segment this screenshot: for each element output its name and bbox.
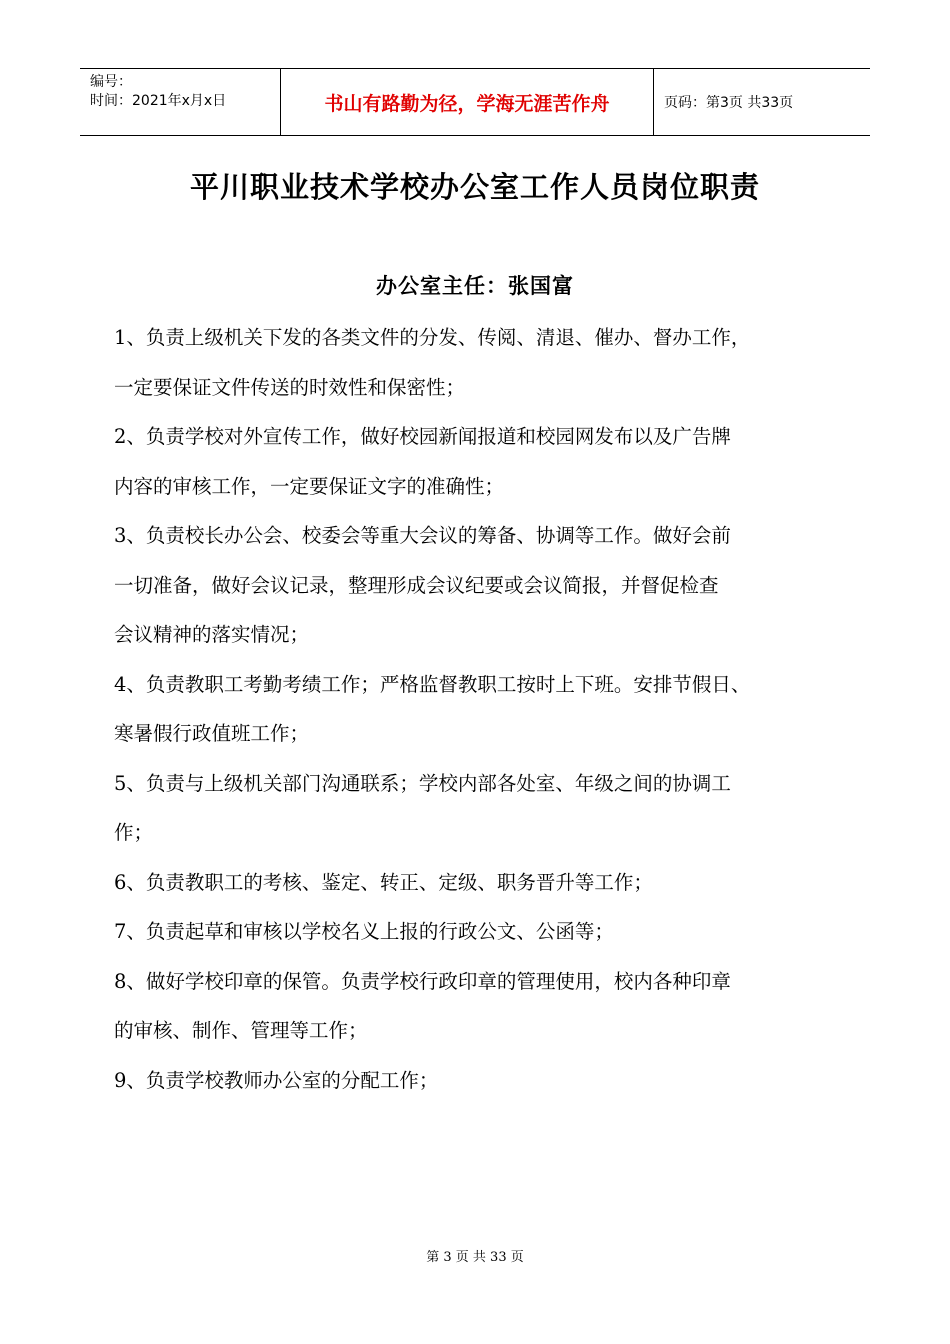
header-motto: 书山有路勤为径，学海无涯苦作舟: [281, 69, 654, 135]
body-line: 寒暑假行政值班工作；: [114, 722, 310, 745]
section-subtitle: 办公室主任：张国富: [376, 274, 574, 298]
body-line: 一切准备，做好会议记录，整理形成会议纪要或会议简报，并督促检查: [114, 573, 719, 597]
body-line: 内容的审核工作，一定要保证文字的准确性；: [114, 474, 505, 498]
header-page-info: 页码：第3页 共33页: [664, 95, 794, 111]
body-line: 7、负责起草和审核以学校名义上报的行政公文、公函等；: [114, 920, 614, 943]
body-line: 5、负责与上级机关部门沟通联系；学校内部各处室、年级之间的协调工: [114, 771, 731, 795]
document-title: 平川职业技术学校办公室工作人员岗位职责: [189, 170, 760, 204]
page-footer: 第 3 页 共 33 页: [426, 1250, 524, 1265]
document-number-label: 编号：: [90, 74, 132, 90]
body-line: 一定要保证文件传送的时效性和保密性；: [114, 375, 466, 399]
header-meta-cell: [80, 69, 281, 135]
body-line: 会议精神的落实情况；: [114, 623, 310, 646]
document-body: [114, 320, 844, 1112]
body-line: 的审核、制作、管理等工作；: [114, 1019, 368, 1042]
document-time-label: 时间：2021年x月x日: [90, 93, 227, 109]
body-line: 8、做好学校印章的保管。负责学校行政印章的管理使用，校内各种印章: [114, 969, 731, 993]
body-line: 1、负责上级机关下发的各类文件的分发、传阅、清退、催办、督办工作，: [114, 326, 751, 349]
page-header: [80, 68, 870, 136]
body-line: 3、负责校长办公会、校委会等重大会议的筹备、协调等工作。做好会前: [114, 524, 731, 547]
body-line: 2、负责学校对外宣传工作，做好校园新闻报道和校园网发布以及广告牌: [114, 425, 731, 448]
body-line: 4、负责教职工考勤考绩工作；严格监督教职工按时上下班。安排节假日、: [114, 672, 751, 696]
body-line: 9、负责学校教师办公室的分配工作；: [114, 1068, 439, 1092]
body-line: 作；: [114, 821, 154, 844]
body-line: 6、负责教职工的考核、鉴定、转正、定级、职务晋升等工作；: [114, 870, 653, 894]
